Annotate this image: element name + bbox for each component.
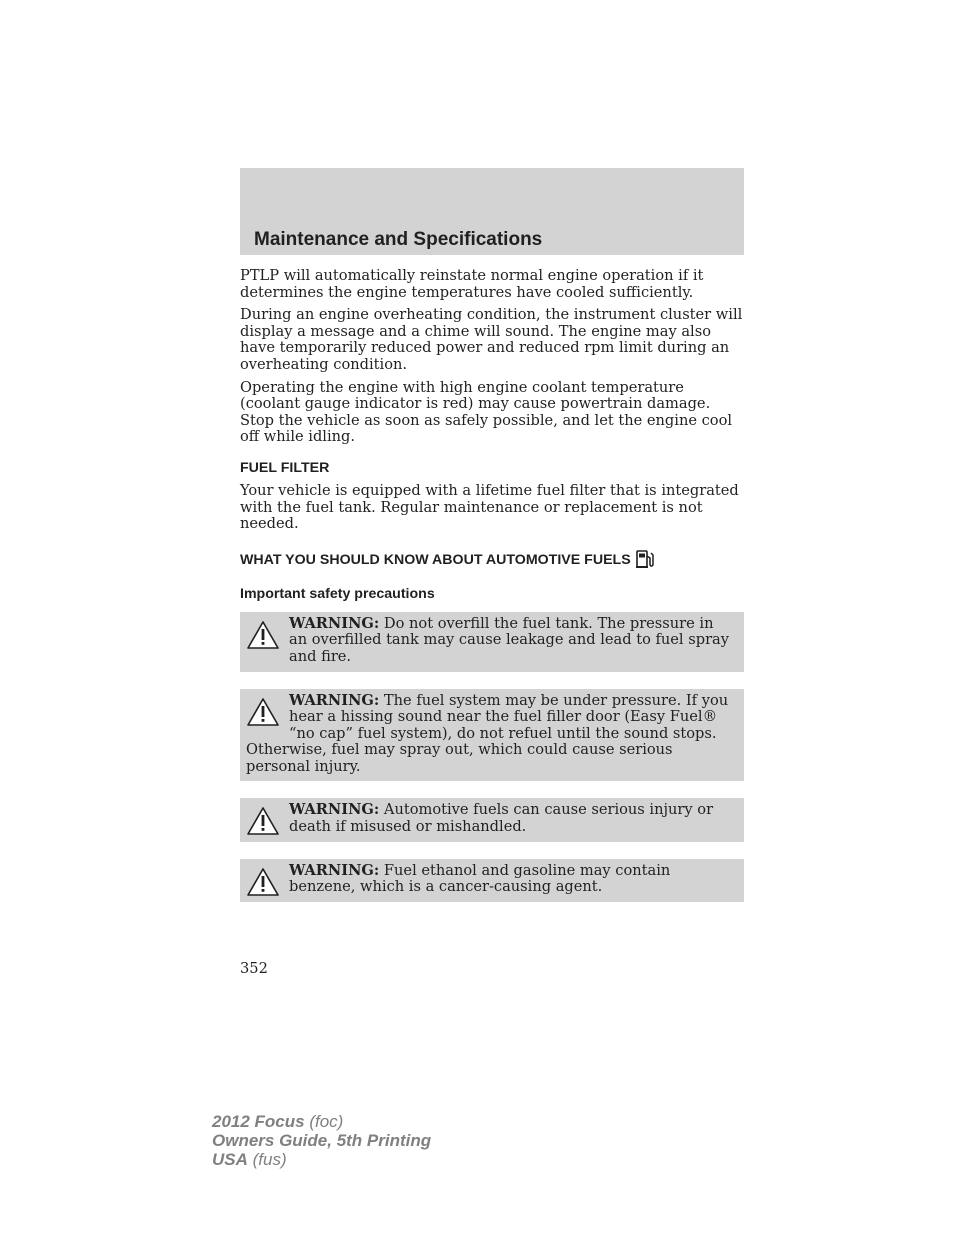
warning-box-injury [240,798,744,841]
footer-line-model [212,1112,431,1131]
warning-label: WARNING: [289,614,380,632]
warning-text: Fuel ethanol and gasoline may contain benzene, which is a cancer-causing agent. [289,861,671,896]
footer-line-market [212,1150,431,1169]
footer-edition: Owners Guide, 5th Printing [212,1131,432,1150]
warning-triangle-icon [246,620,280,650]
warning-triangle-icon [246,697,280,727]
automotive-fuels-heading-text: WHAT YOU SHOULD KNOW ABOUT AUTOMOTIVE FUELS [240,551,631,568]
fuel-filter-text: Your vehicle is equipped with a lifetime fuel filter that is integrated with the fuel tank. Regular maintenance or replacement is not needed. [240,481,739,533]
fuel-pump-icon [635,549,655,574]
warning-text: The fuel system may be under pressure. If you hear a hissing sound near the fuel filler door (Easy Fuel® “no cap” fuel system), do not refuel until the sound stops. Otherwise, fuel may spray out, which could cause serious personal injury. [246,691,729,775]
safety-precautions-subheading: Important safety precautions [240,585,435,602]
automotive-fuels-heading [240,549,744,574]
page-content [240,268,744,919]
section-header-band [240,168,744,255]
paragraph-ptlp: PTLP will automatically reinstate normal engine operation if it determines the engine temperatures have cooled sufficiently. [240,267,704,301]
footer-model-code: (foc) [304,1112,344,1131]
warning-box-overfill [240,612,744,672]
page-number: 352 [240,960,268,977]
warning-text: Automotive fuels can cause serious injury or death if misused or mishandled. [289,801,714,836]
warning-box-pressure [240,689,744,782]
section-title: Maintenance and Specifications [254,229,543,250]
paragraph-coolant: Operating the engine with high engine coolant temperature (coolant gauge indicator is red) may cause powertrain damage. Stop the vehicle as soon as safely possible, and let the engine cool off while idling. [240,378,733,446]
warning-label: WARNING: [289,801,380,819]
warning-label: WARNING: [289,861,380,879]
warning-label: WARNING: [289,691,380,709]
footer-market: USA [212,1150,248,1169]
warning-box-benzene [240,859,744,902]
warning-triangle-icon [246,806,280,836]
warning-triangle-icon [246,867,280,897]
document-footer [212,1112,431,1169]
footer-line-edition [212,1131,431,1150]
fuel-filter-heading: FUEL FILTER [240,459,330,476]
paragraph-overheating: During an engine overheating condition, the instrument cluster will display a message and a chime will sound. The engine may also have temporarily reduced power and reduced rpm limit during an overheating condition. [240,306,743,373]
footer-model: 2012 Focus [212,1112,305,1131]
warning-text: Do not overfill the fuel tank. The pressure in an overfilled tank may cause leakage and lead to fuel spray and fire. [289,614,729,665]
footer-market-code: (fus) [247,1150,287,1169]
